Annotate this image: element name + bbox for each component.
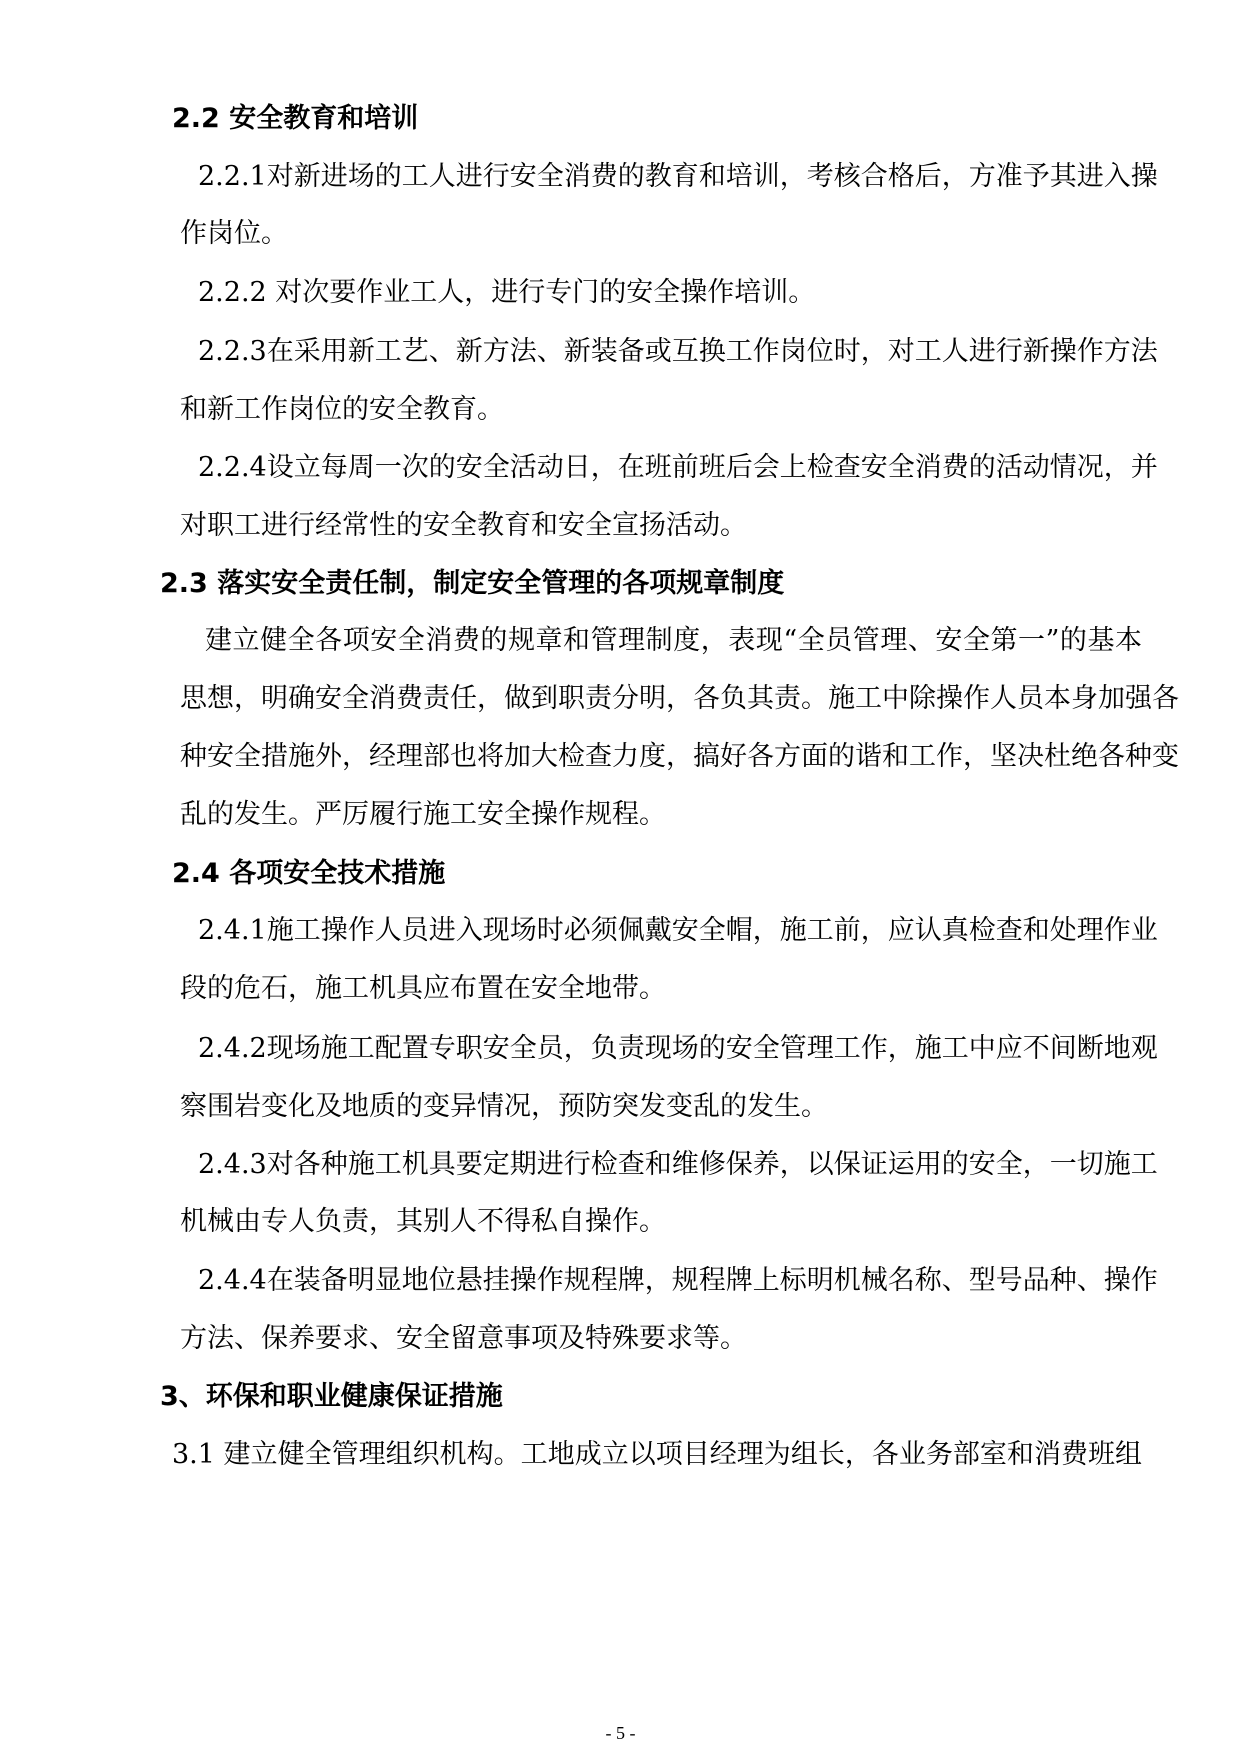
paragraph-line: 建立健全各项安全消费的规章和管理制度，表现“全员管理、安全第一”的基本 (205, 625, 1142, 656)
paragraph-line: 2.2.3在采用新工艺、新方法、新装备或互换工作岗位时，对工人进行新操作方法 (198, 336, 1158, 367)
paragraph-line: 2.4.3对各种施工机具要定期进行检查和维修保养，以保证运用的安全，一切施工 (198, 1149, 1158, 1180)
paragraph-line: 作岗位。 (180, 218, 288, 249)
paragraph-line: 2.2.1对新进场的工人进行安全消费的教育和培训，考核合格后，方准予其进入操 (198, 161, 1158, 192)
paragraph-line: 方法、保养要求、安全留意事项及特殊要求等。 (180, 1323, 747, 1354)
paragraph-line: 2.2.2 对次要作业工人，进行专门的安全操作培训。 (198, 277, 816, 308)
paragraph-line: 机械由专人负责，其别人不得私自操作。 (180, 1206, 666, 1237)
heading-2-2: 2.2 安全教育和培训 (172, 103, 419, 134)
paragraph-line: 2.2.4设立每周一次的安全活动日，在班前班后会上检查安全消费的活动情况，并 (198, 452, 1158, 483)
paragraph-line: 2.4.2现场施工配置专职安全员，负责现场的安全管理工作，施工中应不间断地观 (198, 1033, 1158, 1064)
heading-2-4: 2.4 各项安全技术措施 (172, 858, 446, 889)
heading-2-3: 2.3 落实安全责任制，制定安全管理的各项规章制度 (160, 568, 785, 599)
heading-3: 3、环保和职业健康保证措施 (160, 1381, 503, 1412)
paragraph-line: 对职工进行经常性的安全教育和安全宣扬活动。 (180, 510, 747, 541)
paragraph-line: 2.4.4在装备明显地位悬挂操作规程牌，规程牌上标明机械名称、型号品种、操作 (198, 1265, 1158, 1296)
page-number: - 5 - (605, 1723, 636, 1743)
paragraph-line: 种安全措施外，经理部也将加大检查力度，搞好各方面的谐和工作，坚决杜绝各种变 (180, 741, 1179, 772)
paragraph-line: 乱的发生。严厉履行施工安全操作规程。 (180, 799, 666, 830)
paragraph-line: 段的危石，施工机具应布置在安全地带。 (180, 973, 666, 1004)
paragraph-line: 2.4.1施工操作人员进入现场时必须佩戴安全帽，施工前，应认真检查和处理作业 (198, 915, 1158, 946)
paragraph-line: 思想，明确安全消费责任，做到职责分明，各负其责。施工中除操作人员本身加强各 (180, 683, 1179, 714)
paragraph-line: 察围岩变化及地质的变异情况，预防突发变乱的发生。 (180, 1091, 828, 1122)
paragraph-line: 和新工作岗位的安全教育。 (180, 394, 504, 425)
paragraph-line: 3.1 建立健全管理组织机构。工地成立以项目经理为组长，各业务部室和消费班组 (172, 1439, 1142, 1470)
